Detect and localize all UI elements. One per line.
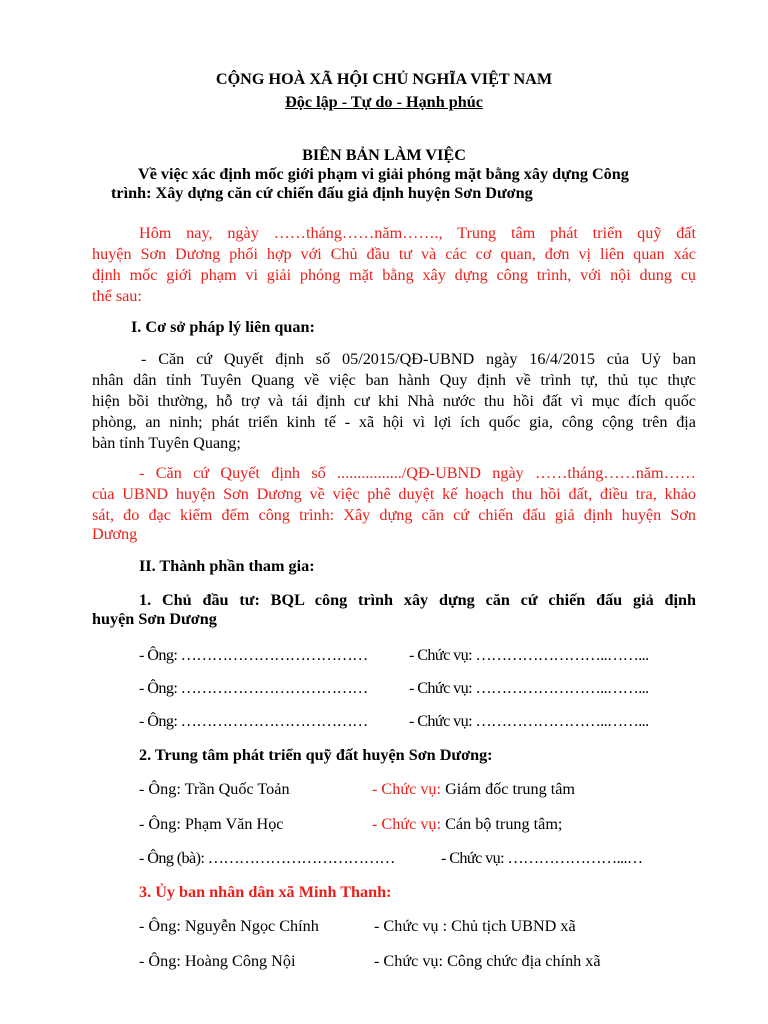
land-fund-member-1-position	[372, 780, 575, 798]
intro-line-1: Hôm nay, ngày ……tháng……năm……., Trung tâm phát triển quỹ đất	[139, 224, 696, 242]
investor-member-3-position: - Chức vụ: ……………………..……...	[409, 712, 649, 730]
position-value: Giám đốc trung tâm	[441, 780, 575, 798]
legal-basis-2-line-3: sát, đo đạc kiểm đếm công trình: Xây dựng căn cứ chiến đấu giả định huyện Sơn	[92, 506, 696, 524]
investor-member-1-name: - Ông: ………………………………	[139, 646, 368, 664]
national-motto	[0, 93, 768, 111]
intro-line-2: huyện Sơn Dương phối hợp với Chủ đầu tư và các cơ quan, đơn vị liên quan xác	[92, 245, 696, 263]
legal-basis-1-line-2: nhân dân tỉnh Tuyên Quang về việc ban hành Quy định về trình tự, thủ tục thực	[92, 371, 696, 389]
national-title: CỘNG HOÀ XÃ HỘI CHỦ NGHĨA VIỆT NAM	[215, 70, 553, 88]
land-fund-member-1-name: - Ông: Trần Quốc Toản	[139, 780, 290, 798]
legal-basis-1-line-4: phòng, an ninh; phát triển kinh tế - xã hội vì lợi ích quốc gia, công cộng trên địa	[92, 413, 696, 431]
land-fund-member-3-position: - Chức vụ: …………………...…	[441, 849, 643, 867]
investor-heading-line-1: 1. Chủ đầu tư: BQL công trình xây dựng căn cứ chiến đấu giả định	[139, 591, 696, 609]
legal-basis-2-line-1: - Căn cứ Quyết định số ................/QĐ-UBND ngày ……tháng……năm……	[139, 464, 696, 482]
motto-text: Độc lập - Tự do - Hạnh phúc	[285, 93, 483, 111]
position-value: Cán bộ trung tâm;	[441, 815, 563, 833]
land-fund-member-2-position	[372, 815, 562, 833]
document-title: BIÊN BẢN LÀM VIỆC	[302, 146, 466, 164]
land-fund-heading: 2. Trung tâm phát triển quỹ đất huyện Sơn Dương:	[139, 746, 493, 764]
commune-member-2-name: - Ông: Hoàng Công Nội	[139, 952, 296, 970]
position-label: - Chức vụ:	[372, 780, 442, 798]
commune-member-1-name: - Ông: Nguyễn Ngọc Chính	[139, 917, 319, 935]
investor-member-1-position: - Chức vụ: ……………………..……...	[409, 646, 649, 664]
legal-basis-2-line-2: của UBND huyện Sơn Dương về việc phê duyệt kế hoạch thu hồi đất, điều tra, khảo	[92, 485, 696, 503]
land-fund-member-3-name: - Ông (bà): ………………………………	[139, 849, 395, 867]
commune-member-1-position: - Chức vụ : Chủ tịch UBND xã	[374, 917, 576, 935]
legal-basis-2-line-4: Dương	[92, 525, 138, 543]
subject-line-1: Về việc xác định mốc giới phạm vi giải phóng mặt bằng xây dựng Công	[138, 165, 629, 183]
position-label: - Chức vụ:	[372, 815, 442, 833]
investor-member-3-name: - Ông: ………………………………	[139, 712, 368, 730]
intro-line-4: thể sau:	[92, 287, 142, 305]
section-2-heading: II. Thành phần tham gia:	[139, 557, 315, 575]
section-1-heading: I. Cơ sở pháp lý liên quan:	[131, 318, 315, 336]
investor-member-2-name: - Ông: ………………………………	[139, 679, 368, 697]
investor-heading-line-2: huyện Sơn Dương	[92, 610, 217, 628]
commune-member-2-position: - Chức vụ: Công chức địa chính xã	[374, 952, 601, 970]
land-fund-member-2-name: - Ông: Phạm Văn Học	[139, 815, 284, 833]
subject-line-2: trình: Xây dựng căn cứ chiến đấu giả định huyện Sơn Dương	[111, 184, 533, 202]
legal-basis-1-line-3: hiện bồi thường, hỗ trợ và tái định cư khi Nhà nước thu hồi đất vì mục đích quốc	[92, 392, 696, 410]
intro-line-3: định mốc giới phạm vi giải phóng mặt bằng xây dựng công trình, với nội dung cụ	[92, 266, 696, 284]
legal-basis-1-line-5: bàn tỉnh Tuyên Quang;	[92, 434, 241, 452]
investor-member-2-position: - Chức vụ: ……………………..……...	[409, 679, 649, 697]
commune-heading: 3. Ủy ban nhân dân xã Minh Thanh:	[139, 883, 392, 901]
legal-basis-1-line-1: - Căn cứ Quyết định số 05/2015/QĐ-UBND ngày 16/4/2015 của Uỷ ban	[141, 350, 696, 368]
